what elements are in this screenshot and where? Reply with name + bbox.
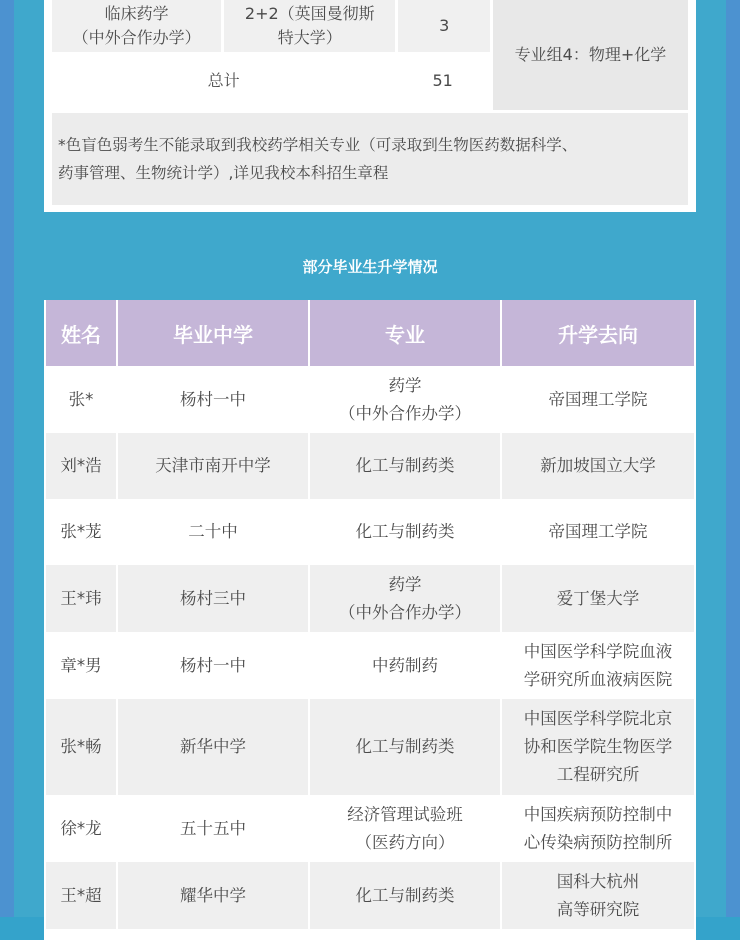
cell-line: 药学 (388, 375, 422, 395)
left-frame-stripe (0, 0, 14, 917)
total-label-cell: 总计 (52, 52, 395, 110)
cell-destination (502, 565, 694, 632)
major-line: （中外合作办学） (72, 28, 201, 47)
mode-cell (221, 0, 395, 52)
cell-line: （中外合作办学） (339, 403, 471, 423)
cell-name: 王*玮 (46, 565, 118, 632)
section-title: 部分毕业生升学情况 (302, 258, 438, 276)
cell-line: 化工与制药类 (355, 737, 455, 756)
cell-school: 五十五中 (118, 795, 310, 862)
cell-line: （中外合作办学） (339, 602, 471, 622)
cell-name: 章*男 (46, 632, 118, 699)
cell-line: （医药方向） (355, 832, 455, 852)
cell-destination (502, 862, 694, 929)
table-row (46, 565, 694, 632)
cell-line: 帝国理工学院 (548, 389, 648, 409)
table-row (52, 0, 688, 52)
table-row (46, 433, 694, 499)
cell-line: 学研究所血液病医院 (523, 669, 673, 689)
cell-major (310, 433, 502, 499)
cell-school: 杨村三中 (118, 565, 310, 632)
major-cell (52, 0, 221, 52)
cell-major (310, 366, 502, 433)
cell-line: 化工与制药类 (355, 456, 455, 475)
table-row (46, 862, 694, 929)
table-row (46, 499, 694, 565)
cell-line: 工程研究所 (556, 765, 640, 784)
right-frame-stripe (726, 0, 740, 917)
note-line: *色盲色弱考生不能录取到我校药学相关专业（可录取到生物医药数据科学、 (58, 136, 578, 154)
cell-name: 刘*浩 (46, 433, 118, 499)
cell-name: 张*畅 (46, 699, 118, 795)
cell-name: 张* (46, 366, 118, 433)
cell-school: 耀华中学 (118, 862, 310, 929)
cell-destination (502, 699, 694, 795)
table-row (46, 632, 694, 699)
header-name: 姓名 (46, 300, 118, 366)
cell-line: 协和医学院生物医学 (523, 737, 673, 756)
cell-school: 天津市南开中学 (118, 433, 310, 499)
cell-destination (502, 433, 694, 499)
cell-line: 中国医学科学院北京 (523, 709, 673, 728)
cell-line: 爱丁堡大学 (556, 588, 640, 608)
cell-line: 中药制药 (372, 655, 438, 675)
mode-line: 2+2（英国曼彻斯 (244, 4, 375, 23)
cell-line: 新加坡国立大学 (540, 456, 656, 475)
color-blind-note (52, 113, 688, 205)
cell-major (310, 862, 502, 929)
cell-line: 国科大杭州 (556, 871, 640, 891)
cell-major (310, 795, 502, 862)
cell-line: 化工与制药类 (355, 885, 455, 905)
cell-name: 王*超 (46, 862, 118, 929)
cell-destination (502, 366, 694, 433)
table-header-row (46, 300, 694, 366)
subject-group-cell: 专业组4：物理+化学 (490, 0, 688, 110)
cell-major (310, 565, 502, 632)
header-destination: 升学去向 (502, 300, 694, 366)
cell-school: 新华中学 (118, 699, 310, 795)
cell-major (310, 632, 502, 699)
cell-line: 帝国理工学院 (548, 522, 648, 541)
cell-name: 张*茏 (46, 499, 118, 565)
cell-line: 心传染病预防控制所 (523, 832, 673, 852)
major-line: 临床药学 (104, 4, 169, 23)
cell-line: 中国疾病预防控制中 (523, 804, 673, 824)
mode-line: 特大学） (277, 28, 342, 47)
cell-line: 化工与制药类 (355, 522, 455, 541)
cell-name: 徐*龙 (46, 795, 118, 862)
header-major: 专业 (310, 300, 502, 366)
note-line: 药事管理、生物统计学）,详见我校本科招生章程 (58, 164, 389, 182)
cell-school: 二十中 (118, 499, 310, 565)
cell-school: 杨村一中 (118, 366, 310, 433)
cell-line: 中国医学科学院血液 (523, 641, 673, 661)
admission-plan-table (52, 0, 688, 110)
cell-destination (502, 499, 694, 565)
table-row (46, 366, 694, 433)
admission-plan-card (44, 0, 696, 212)
cell-line: 经济管理试验班 (347, 804, 463, 824)
cell-line: 高等研究院 (556, 899, 640, 919)
graduates-card (44, 300, 696, 940)
total-value-cell: 51 (395, 52, 490, 110)
cell-major (310, 499, 502, 565)
count-cell: 3 (395, 0, 490, 52)
cell-line: 药学 (388, 574, 422, 594)
graduates-table (46, 300, 694, 929)
table-row (46, 795, 694, 862)
table-row (46, 699, 694, 795)
cell-destination (502, 632, 694, 699)
header-school: 毕业中学 (118, 300, 310, 366)
cell-school: 杨村一中 (118, 632, 310, 699)
cell-major (310, 699, 502, 795)
cell-destination (502, 795, 694, 862)
